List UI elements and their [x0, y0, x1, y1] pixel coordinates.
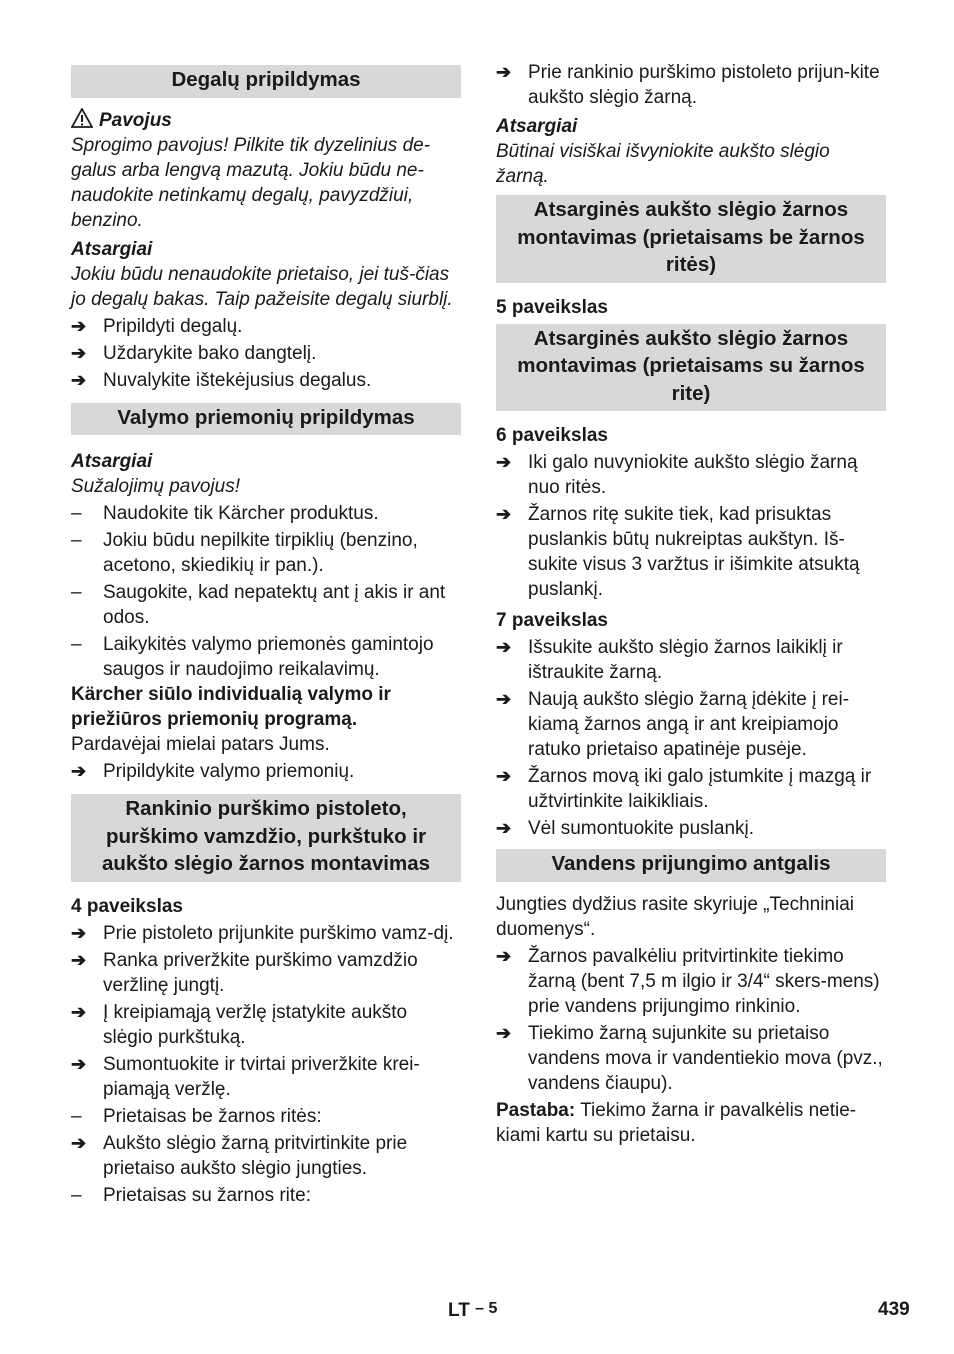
list-item: ➔ Prie rankinio purškimo pistoleto prijun-kite aukšto slėgio žarną. [496, 62, 880, 108]
note-text: Tiekimo žarna ir pavalkėlis netie-kiami kartu su prietaisu. [496, 1099, 857, 1146]
right-arrow-icon: ➔ [496, 818, 512, 838]
dash-marker: – [71, 1105, 82, 1127]
list-item: ➔ Prie pistoleto prijunkite purškimo vamz-dį. [71, 922, 454, 944]
figure-ref: 6 paveikslas [496, 425, 608, 446]
note [496, 1098, 886, 1148]
list-item: – Prietaisas su žarnos rite: [71, 1184, 312, 1206]
list-item: – Naudokite tik Kärcher produktus. [71, 503, 379, 524]
mount-steps [71, 921, 461, 1208]
danger-text: Sprogimo pavojus! Pilkite tik dyzelinius de-galus arba lengvą mazutą. Jokiu būdu ne-naudokite netinkamų degalų, pavyzdžiui, benzino. [71, 134, 431, 231]
dash-marker: – [71, 1184, 82, 1206]
heading-fuel: Degalų pripildymas [71, 65, 461, 98]
right-arrow-icon: ➔ [496, 452, 512, 472]
danger-label-row [71, 108, 461, 133]
caution-label: Atsargiai [71, 238, 153, 260]
list-item: ➔ Uždarykite bako dangtelį. [71, 342, 317, 364]
list-item: ➔ Pripildykite valymo priemonių. [71, 761, 355, 782]
right-arrow-icon: ➔ [496, 62, 512, 82]
program-text: Kärcher siūlo individualią valymo ir priežiūros priemonių programą. [71, 684, 391, 730]
page-number: 439 [878, 1299, 910, 1320]
right-arrow-icon: ➔ [71, 369, 87, 390]
list-item: – Jokiu būdu nepilkite tirpiklių (benzino, acetono, skiedikių ir pan.). [71, 530, 418, 576]
right-arrow-icon: ➔ [71, 1001, 87, 1022]
right-arrow-icon: ➔ [71, 342, 87, 363]
note-label: Pastaba: [496, 1099, 576, 1121]
right-arrow-icon: ➔ [71, 922, 87, 943]
right-arrow-icon: ➔ [71, 315, 87, 336]
right-arrow-icon: ➔ [71, 1053, 87, 1074]
list-item: ➔ Žarnos pavalkėliu pritvirtinkite tiekimo žarną (bent 7,5 m ilgio ir 3/4“ skers-mens) prie vandens prijungimo rinkinio. [496, 945, 880, 1017]
warning-triangle-icon [71, 108, 93, 128]
caution2-text: Sužalojimų pavojus! [71, 476, 240, 497]
figure-ref: 7 paveikslas [496, 610, 608, 631]
list-item: ➔ Nuvalykite ištekėjusius degalus. [71, 369, 372, 391]
dealer-text: Pardavėjai mielai patars Jums. [71, 734, 330, 755]
list-item: – Prietaisas be žarnos ritės: [71, 1105, 322, 1127]
left-column [71, 60, 461, 1208]
right-arrow-icon: ➔ [71, 1132, 87, 1153]
list-item: ➔ Į kreipiamąją veržlę įstatykite aukšto slėgio purkštuką. [71, 1001, 408, 1048]
list-item: ➔ Iki galo nuvyniokite aukšto slėgio žarną nuo ritės. [496, 452, 858, 498]
dash-marker: – [71, 582, 82, 603]
list-item: ➔ Išsukite aukšto slėgio žarnos laikiklį ir ištraukite žarną. [496, 637, 843, 683]
list-item: – Saugokite, kad nepatektų ant į akis ir ant odos. [71, 582, 446, 628]
list-item: ➔ Tiekimo žarną sujunkite su prietaiso vandens mova ir vandentiekio mova (pvz., vandens čiaupu). [496, 1022, 883, 1094]
list-item: ➔ Ranka priveržkite purškimo vamzdžio veržlinę jungtį. [71, 949, 418, 996]
list-item: ➔ Žarnos movą iki galo įstumkite į mazgą ir užtvirtinkite laikikliais. [496, 766, 872, 812]
footer-lang: LT [448, 1300, 470, 1321]
footer-section-page: – 5 [475, 1300, 498, 1317]
caution2-label: Atsargiai [71, 451, 153, 472]
right-arrow-icon: ➔ [496, 766, 512, 786]
list-item: ➔ Vėl sumontuokite puslankį. [496, 818, 755, 839]
caution-label: Atsargiai [496, 116, 578, 137]
dash-marker: – [71, 634, 82, 655]
right-column [496, 60, 886, 1148]
right-arrow-icon: ➔ [71, 949, 87, 970]
right-arrow-icon: ➔ [496, 1022, 512, 1043]
figure-ref: 4 paveikslas [71, 895, 183, 917]
list-item: ➔ Sumontuokite ir tvirtai priveržkite krei-piamąją veržlę. [71, 1053, 420, 1100]
heading-cleaning: Valymo priemonių pripildymas [71, 403, 461, 436]
list-item: ➔ Naują aukšto slėgio žarną įdėkite į rei-kiamą žarnos angą ir ant kreipiamojo ratuko prietaiso apatinėje pusėje. [496, 689, 850, 760]
right-arrow-icon: ➔ [71, 761, 87, 781]
figure-ref: 5 paveikslas [496, 296, 608, 318]
list-item: ➔ Aukšto slėgio žarną pritvirtinkite prie prietaiso aukšto slėgio jungties. [71, 1132, 408, 1179]
list-item: – Laikykitės valymo priemonės gamintojo saugos ir naudojimo reikalavimų. [71, 634, 434, 680]
right-arrow-icon: ➔ [496, 945, 512, 966]
dash-marker: – [71, 503, 82, 524]
heading-water: Vandens prijungimo antgalis [496, 849, 886, 882]
footer-section [448, 1296, 497, 1323]
danger-label: Pavojus [99, 109, 172, 131]
caution-text: Būtinai visiškai išvyniokite aukšto slėgio žarną. [496, 141, 830, 187]
right-arrow-icon: ➔ [496, 689, 512, 709]
right-arrow-icon: ➔ [496, 504, 512, 524]
right-arrow-icon: ➔ [496, 637, 512, 657]
caution-text: Jokiu būdu nenaudokite prietaiso, jei tuš-čias jo degalų bakas. Taip pažeisite degalų siurblį. [71, 263, 453, 310]
dash-marker: – [71, 530, 82, 551]
list-item: ➔ Žarnos ritę sukite tiek, kad prisuktas puslankis būtų nukreiptas aukštyn. Iš-sukite visus 3 varžtus ir išimkite atsuktą puslankį. [496, 504, 860, 600]
heading-mount: Rankinio purškimo pistoleto, purškimo vamzdžio, purkštuko ir aukšto slėgio žarnos montavimas [71, 794, 461, 882]
heading-spare-hose-1: Atsarginės aukšto slėgio žarnos montavimas (prietaisams be žarnos ritės) [496, 195, 886, 283]
list-item: ➔ Pripildyti degalų. [71, 315, 243, 337]
water-text: Jungties dydžius rasite skyriuje „Techniniai duomenys“. [496, 893, 854, 940]
heading-spare-hose-2: Atsarginės aukšto slėgio žarnos montavimas (prietaisams su žarnos rite) [496, 324, 886, 412]
